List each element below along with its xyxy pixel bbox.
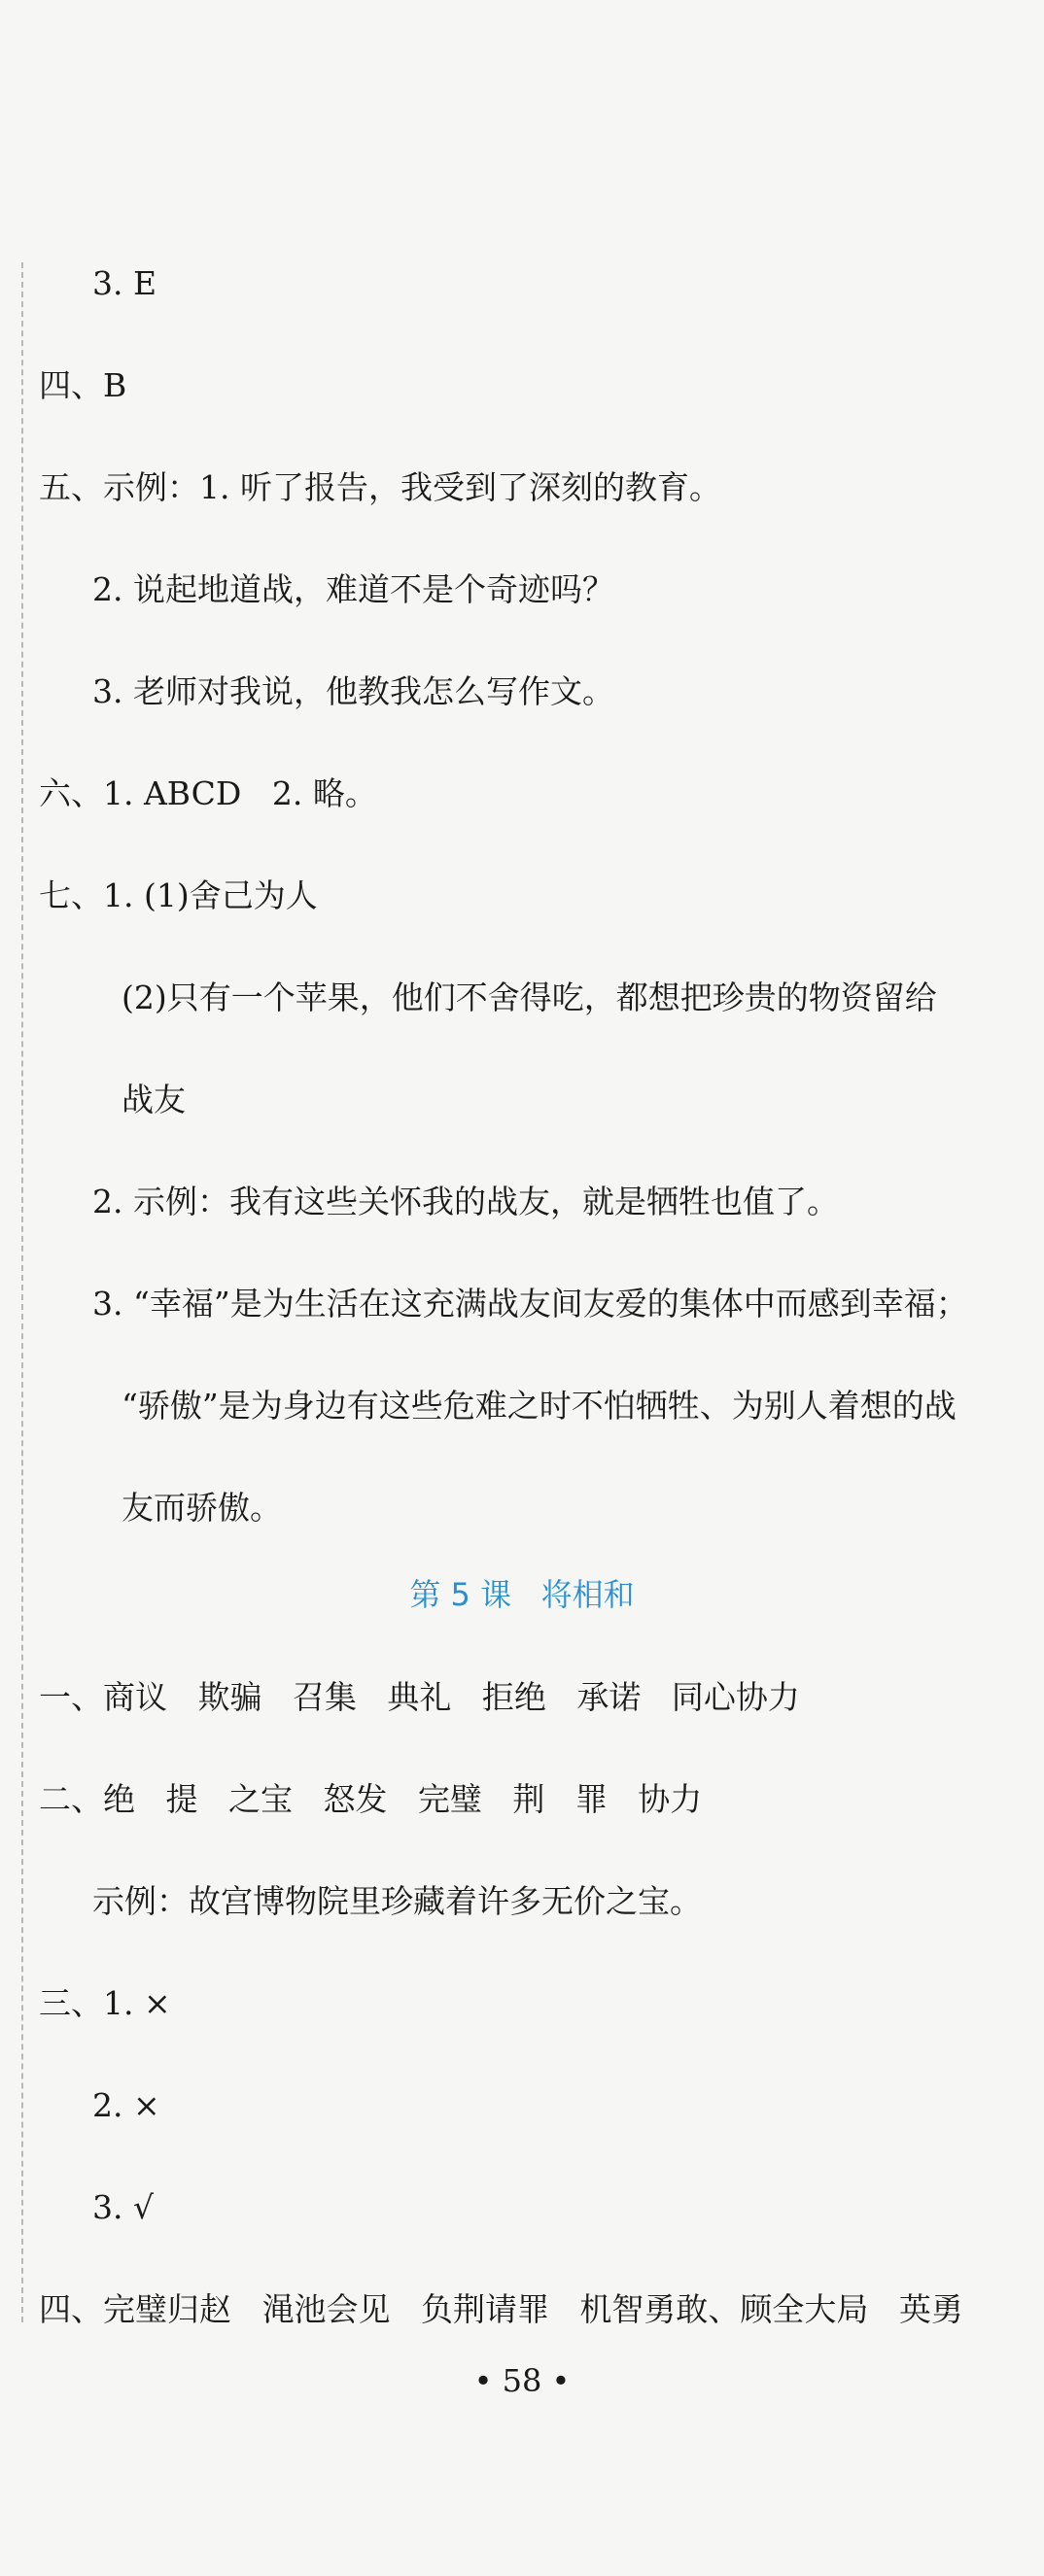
answer-line: 七、1. (1)舍己为人 <box>39 876 318 914</box>
answer-line: 3. √ <box>92 2188 155 2226</box>
binding-dashed-line <box>21 262 23 2322</box>
answer-line: 3. “幸福”是为生活在这充满战友间友爱的集体中而感到幸福； <box>92 1285 968 1322</box>
page-number: • 58 • <box>473 2362 571 2399</box>
answer-line: 示例：故宫博物院里珍藏着许多无价之宝。 <box>92 1882 702 1920</box>
answer-line: 六、1. ABCD 2. 略。 <box>39 774 377 812</box>
answer-line: 二、绝 提 之宝 怒发 完璧 荆 罪 协力 <box>39 1780 703 1818</box>
answer-line: 战友 <box>122 1081 186 1118</box>
answer-line: 3. E <box>92 264 157 302</box>
lesson-title: 第 5 课 将相和 <box>409 1576 635 1613</box>
answer-line: 五、示例：1. 听了报告，我受到了深刻的教育。 <box>39 468 721 506</box>
answer-line: 四、完璧归赵 渑池会见 负荆请罪 机智勇敢、顾全大局 英勇 <box>39 2290 963 2328</box>
answer-line: 友而骄傲。 <box>122 1489 282 1527</box>
answer-line: “骄傲”是为身边有这些危难之时不怕牺牲、为别人着想的战 <box>122 1387 957 1425</box>
answer-line: 3. 老师对我说，他教我怎么写作文。 <box>92 672 614 710</box>
answer-line: 一、商议 欺骗 召集 典礼 拒绝 承诺 同心协力 <box>39 1678 800 1716</box>
answer-line: 三、1. × <box>39 1984 171 2022</box>
answer-line: 四、B <box>39 366 127 404</box>
answer-line: (2)只有一个苹果，他们不舍得吃，都想把珍贵的物资留给 <box>122 979 937 1016</box>
answer-line: 2. × <box>92 2086 160 2124</box>
answer-line: 2. 示例：我有这些关怀我的战友，就是牺牲也值了。 <box>92 1183 839 1220</box>
answer-line: 2. 说起地道战，难道不是个奇迹吗？ <box>92 570 614 608</box>
